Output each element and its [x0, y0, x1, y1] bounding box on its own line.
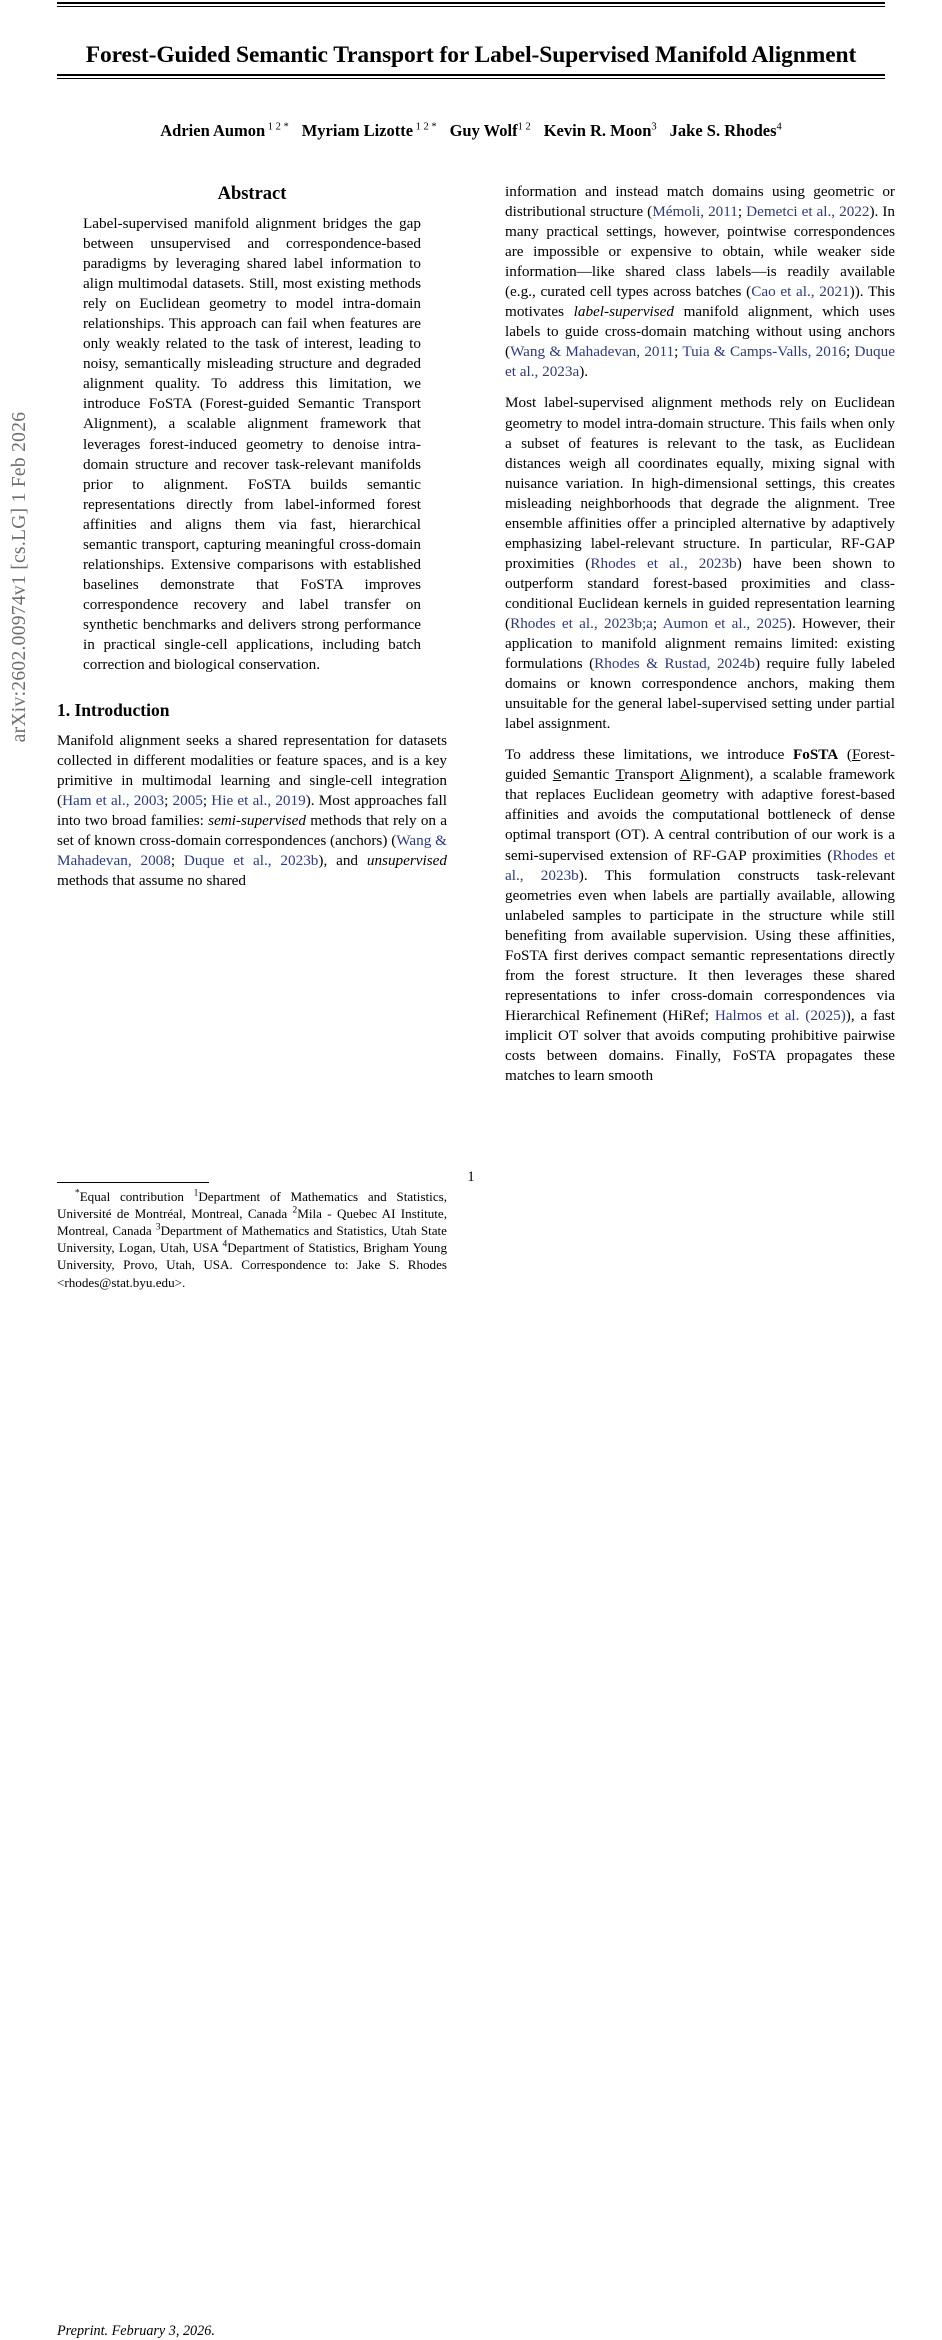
text-run: Department of Mathematics and Statistics, Utah State University, Logan, Utah, USA: [57, 1223, 447, 1256]
author-affiliation-marks: 1 2 *: [267, 121, 289, 133]
author-list: [57, 120, 885, 142]
text-run: ), a fast implicit OT solver that avoids computing prohibitive pairwise costs between domains. Finally, FoSTA propagates these matches to learn smooth: [505, 1006, 895, 1085]
right-paragraph-2: [505, 393, 895, 734]
citation-link[interactable]: Rhodes et al., 2023b: [505, 846, 895, 884]
text-run: ), and: [318, 852, 367, 870]
right-paragraph-1: [505, 182, 895, 382]
author-entry: [160, 121, 288, 140]
left-column: [57, 182, 447, 2339]
text-run: emantic: [561, 766, 616, 784]
text-run: ).: [579, 363, 589, 381]
citation-link[interactable]: Mémoli, 2011: [652, 203, 738, 221]
method-name-fosta: FoSTA: [792, 746, 839, 764]
author-affiliation-marks: 1 2: [517, 121, 531, 133]
text-run: Department of Statistics, Brigham Young University, Provo, Utah, USA. Correspondence to: Jake S. Rhodes <rhodes@stat.byu.edu>.: [57, 1240, 447, 1290]
header-rule-top: [57, 2, 885, 7]
citation-link[interactable]: Ham et al., 2003: [62, 792, 165, 810]
author-name: Myriam Lizotte: [301, 121, 414, 140]
text-run: ) require fully labeled domains or known correspondence anchors, making them unsuitable for the general label-supervised setting under partial label assignment.: [505, 655, 895, 733]
author-name: Guy Wolf: [449, 121, 518, 140]
text-run: ;: [170, 852, 184, 870]
author-entry: [302, 121, 437, 140]
text-run: ransport: [624, 766, 680, 784]
right-column: [505, 182, 895, 1192]
emphasis-text: semi-supervised: [208, 812, 306, 830]
header-rule-bottom: [57, 74, 885, 79]
footnote-mark-4: 4: [222, 1240, 228, 1251]
citation-link[interactable]: Duque et al., 2023a: [505, 343, 895, 381]
text-run: ). In many practical settings, however, pointwise correspondences are impossible or expensive to obtain, while weaker side information—like shared class labels—is readily available (e.g., curated cell types across batches (: [505, 203, 895, 301]
abstract-body: [83, 214, 421, 675]
footnote-mark-star: *: [75, 1188, 80, 1199]
text-run: lignment), a scalable framework that replaces Euclidean geometry with adaptive forest-based affinities and avoids the computational bottleneck of dense optimal transport (OT). A central contribution of our work is a semi-supervised extension of RF-GAP proximities (: [505, 766, 895, 864]
text-run: manifold alignment, which uses labels to guide cross-domain matching without using anchors (: [505, 303, 895, 361]
author-entry: [544, 121, 657, 140]
text-run: Most label-supervised alignment methods rely on Euclidean geometry to model intra-domain structure. This fails when only a subset of features is relevant to the task, as Euclidean distances weigh all coordinates equally, mixing signal with nuisance variation. In high-dimensional settings, this creates misleading neighborhoods that degrade the alignment. Tree ensemble affinities offer a principled alternative by adaptively emphasizing label-relevant structure. In particular, RF-GAP proximities (: [505, 394, 895, 572]
citation-link[interactable]: Wang & Mahadevan, 2008: [57, 832, 447, 870]
footnote-text: [57, 1188, 447, 1291]
author-name: Kevin R. Moon: [543, 121, 652, 140]
arxiv-stamp-text: arXiv:2602.00974v1 [cs.LG] 1 Feb 2026: [9, 411, 30, 743]
citation-link[interactable]: Halmos et al. (2025): [714, 1006, 846, 1024]
author-affiliation-marks: 4: [776, 121, 782, 133]
emphasis-text: unsupervised: [366, 852, 447, 870]
citation-link[interactable]: Hie et al., 2019: [211, 792, 306, 810]
citation-link[interactable]: Rhodes & Rustad, 2024b: [594, 655, 755, 673]
text-run: )). This motivates: [505, 283, 895, 321]
footnote-mark-1: 1: [193, 1188, 199, 1199]
footnote-block: [57, 1182, 447, 2339]
page-title: Forest-Guided Semantic Transport for Label-Supervised Manifold Alignment: [85, 41, 857, 68]
text-run: ;: [737, 203, 747, 221]
text-run: Department of Mathematics and Statistics, Université de Montréal, Montreal, Canada: [57, 1189, 447, 1222]
text-run: ). This formulation constructs task-relevant geometries even when labels are partially available, allowing unlabeled samples to participate in the structure while still benefiting from available supervision. Using these affinities, FoSTA first derives compact semantic representations directly from the forest structure. It then leverages these shared representations to infer cross-domain correspondences via Hierarchical Refinement (HiRef;: [505, 866, 895, 1024]
right-paragraph-3: [505, 745, 895, 1086]
text-run: Equal contribution: [79, 1189, 194, 1205]
page-number: 1: [467, 1169, 475, 1185]
author-affiliation-marks: 3: [651, 121, 657, 133]
emphasis-text: label-supervised: [573, 303, 675, 321]
abstract-heading: Abstract: [217, 184, 287, 204]
text-run: (: [838, 746, 852, 764]
text-run: information and instead match domains using geometric or distributional structure (: [505, 183, 895, 221]
citation-link[interactable]: Demetci et al., 2022: [746, 203, 870, 221]
author-entry: [450, 121, 531, 140]
author-name: Jake S. Rhodes: [669, 121, 777, 140]
acronym-letter: S: [552, 766, 562, 784]
text-run: ;: [846, 343, 855, 361]
citation-link[interactable]: Rhodes et al., 2023b;a: [510, 614, 653, 632]
arxiv-stamp: [0, 0, 44, 1200]
citation-link[interactable]: Duque et al., 2023b: [183, 852, 319, 870]
footnote-mark-3: 3: [155, 1222, 161, 1233]
author-entry: [670, 121, 782, 140]
text-run: ;: [652, 614, 663, 632]
acronym-letter: A: [679, 766, 691, 784]
paper-page: [57, 0, 895, 2339]
text-run: To address these limitations, we introduce: [505, 746, 793, 764]
citation-link[interactable]: Aumon et al., 2025: [662, 614, 787, 632]
intro-paragraph-1: [57, 731, 447, 891]
text-run: ). However, their application to manifold alignment remains limited: existing formulations (: [505, 614, 895, 673]
text-run: ;: [202, 792, 212, 810]
text-run: ). Most approaches fall into two broad families:: [57, 792, 447, 830]
text-run: methods that rely on a set of known cross-domain correspondences (anchors) (: [57, 812, 447, 850]
citation-link[interactable]: 2005: [172, 792, 203, 810]
section-heading-introduction: 1. Introduction: [57, 700, 170, 721]
text-run: Manifold alignment seeks a shared representation for datasets collected in different modalities or feature spaces, and is a key primitive in multimodal learning and single-cell integration (: [57, 732, 447, 810]
acronym-letter: F: [851, 746, 861, 764]
citation-link[interactable]: Rhodes et al., 2023b: [590, 554, 737, 572]
text-run: methods that assume no shared: [57, 872, 246, 890]
citation-link[interactable]: Wang & Mahadevan, 2011: [510, 343, 675, 361]
preprint-note: Preprint. February 3, 2026.: [57, 2323, 215, 2339]
text-run: Mila - Quebec AI Institute, Montreal, Canada: [57, 1206, 447, 1239]
footnote-mark-2: 2: [292, 1205, 298, 1216]
text-run: orest-guided: [505, 746, 895, 784]
citation-link[interactable]: Tuia & Camps-Valls, 2016: [682, 343, 847, 361]
text-run: ;: [164, 792, 173, 810]
text-run: ) have been shown to outperform standard forest-based proximities and class-conditional Euclidean kernels in guided representation learning (: [505, 554, 895, 632]
acronym-letter: T: [615, 766, 625, 784]
text-run: ;: [674, 343, 683, 361]
author-name: Adrien Aumon: [160, 121, 266, 140]
citation-link[interactable]: Cao et al., 2021: [751, 283, 850, 301]
abstract-text: Label-supervised manifold alignment bridges the gap between unsupervised and correspondence-based paradigms by leveraging shared label information to align multimodal datasets. Still, most existing methods rely on Euclidean geometry to model intra-domain relationships. This approach can fail when features are only weakly related to the task of interest, leading to noisy, semantically misleading structure and degraded alignment quality. To address this limitation, we introduce FoSTA (Forest-guided Semantic Transport Alignment), a scalable alignment framework that leverages forest-induced geometry to denoise intra-domain structure and recover task-relevant manifolds prior to alignment. FoSTA builds semantic representations directly from label-informed forest affinities and aligns them via fast, hierarchical semantic transport, capturing meaningful cross-domain relationships. Extensive comparisons with established baselines demonstrate that FoSTA improves correspondence recovery and label transfer on synthetic benchmarks and delivers strong performance in practical single-cell applications, including batch correction and biological conservation.: [83, 215, 421, 674]
author-affiliation-marks: 1 2 *: [415, 121, 437, 133]
